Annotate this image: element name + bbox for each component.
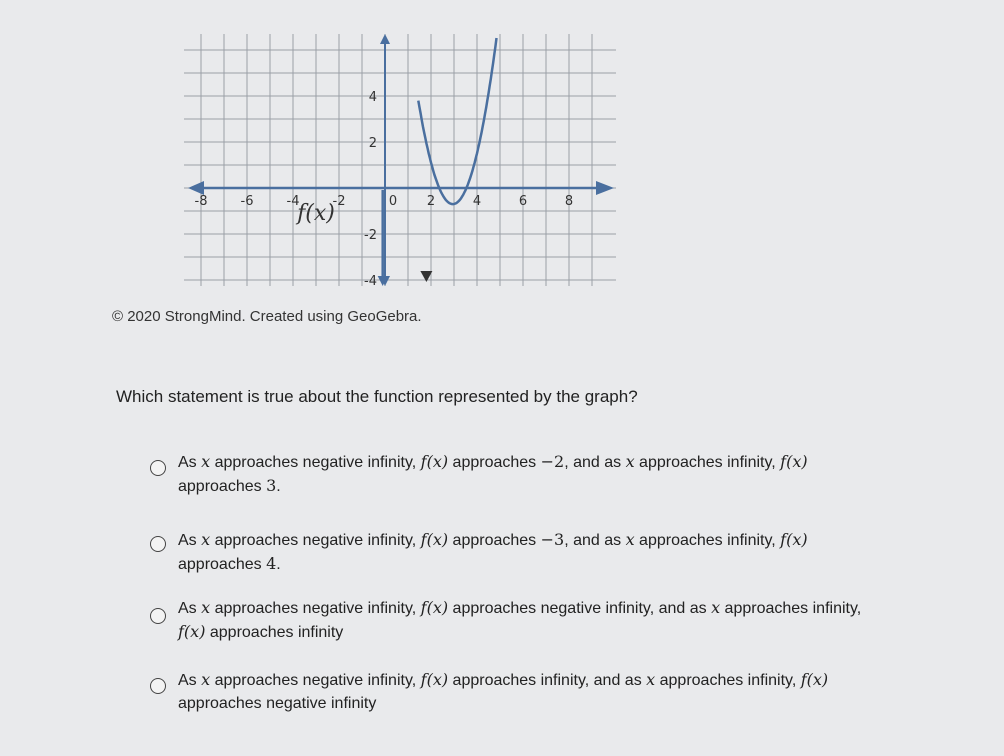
- option-text-span: approaches negative infinity,: [210, 600, 421, 617]
- question-text: Which statement is true about the function represented by the graph?: [116, 387, 638, 406]
- y-axis-arrow-up: [380, 34, 390, 44]
- option-text-span: approaches negative infinity,: [210, 672, 421, 689]
- option-text-span: approaches infinity,: [634, 454, 781, 471]
- option-text-span: approaches: [448, 454, 541, 471]
- y-tick-label: 2: [368, 136, 377, 151]
- x-tick-label: 6: [518, 194, 528, 209]
- x-axis-arrow-right: [596, 181, 614, 195]
- option-text-span: approaches: [178, 556, 267, 573]
- option-math-span: f(x): [420, 598, 449, 617]
- option-text-span: As: [178, 672, 202, 689]
- y-tick-label: 4: [368, 90, 377, 105]
- radio-button-c[interactable]: [150, 608, 166, 624]
- x-tick-label: 8: [564, 194, 574, 209]
- option-text-span: , and as: [564, 454, 626, 471]
- option-math-span: f(x): [780, 530, 808, 549]
- option-text-span: As: [178, 454, 202, 471]
- option-math-span: f(x): [780, 452, 808, 471]
- option-text-span: approaches infinity,: [634, 532, 781, 549]
- option-text-line2: [178, 474, 281, 499]
- option-math-span: x: [711, 598, 721, 617]
- option-text-line1: [178, 596, 861, 621]
- function-graph: [180, 30, 620, 290]
- option-text-line2: [178, 692, 376, 716]
- x-tick-label: -8: [194, 194, 208, 209]
- x-axis-arrow-left: [188, 181, 204, 195]
- x-tick-label: 2: [426, 194, 436, 209]
- x-tick-label: 4: [472, 194, 482, 209]
- option-text-span: approaches negative infinity,: [210, 532, 421, 549]
- option-math-span: f(x): [178, 622, 206, 641]
- radio-button-a[interactable]: [150, 460, 166, 476]
- option-math-span: x: [625, 530, 635, 549]
- radio-button-b[interactable]: [150, 536, 166, 552]
- function-curve: [418, 38, 496, 204]
- function-label: f(x): [297, 201, 335, 227]
- option-math-span: f(x): [420, 530, 449, 549]
- option-text-span: approaches infinity,: [720, 600, 862, 617]
- option-text-span: approaches negative infinity, and as: [448, 600, 712, 617]
- option-text-span: approaches infinity: [205, 624, 344, 641]
- option-text-line1: [178, 528, 808, 553]
- graph-svg: [180, 30, 620, 290]
- option-math-span: 4: [266, 554, 277, 573]
- option-text-span: approaches negative infinity,: [210, 454, 421, 471]
- radio-button-d[interactable]: [150, 678, 166, 694]
- option-math-span: −3: [540, 530, 565, 549]
- x-tick-label: -4: [286, 194, 300, 209]
- option-math-span: −2: [540, 452, 565, 471]
- y-tick-label: -2: [364, 228, 377, 243]
- option-math-span: x: [201, 670, 211, 689]
- option-math-span: x: [625, 452, 635, 471]
- option-math-span: x: [646, 670, 656, 689]
- option-text-span: .: [276, 556, 281, 573]
- option-text-line2: [178, 620, 343, 645]
- y-tick-label: -4: [364, 274, 377, 289]
- option-text-span: As: [178, 600, 202, 617]
- graph-caption: © 2020 StrongMind. Created using GeoGebra.: [112, 308, 422, 325]
- option-math-span: f(x): [420, 452, 449, 471]
- option-text-span: approaches infinity, and as: [448, 672, 647, 689]
- option-math-span: x: [201, 452, 211, 471]
- option-text-line2: [178, 552, 281, 577]
- x-tick-label: 0: [388, 194, 398, 209]
- option-text-line1: [178, 668, 828, 693]
- option-text-span: approaches infinity,: [655, 672, 801, 689]
- option-math-span: x: [201, 598, 211, 617]
- x-tick-label: -6: [240, 194, 254, 209]
- option-text-span: approaches: [178, 478, 267, 495]
- option-math-span: x: [201, 530, 211, 549]
- option-math-span: f(x): [800, 670, 829, 689]
- option-text-span: approaches negative infinity: [178, 695, 377, 712]
- x-tick-label: -2: [332, 194, 346, 209]
- option-text-span: .: [276, 478, 281, 495]
- option-text-span: , and as: [564, 532, 626, 549]
- option-math-span: f(x): [420, 670, 449, 689]
- option-text-line1: [178, 450, 808, 475]
- option-math-span: 3: [266, 476, 277, 495]
- option-text-span: approaches: [448, 532, 541, 549]
- option-text-span: As: [178, 532, 202, 549]
